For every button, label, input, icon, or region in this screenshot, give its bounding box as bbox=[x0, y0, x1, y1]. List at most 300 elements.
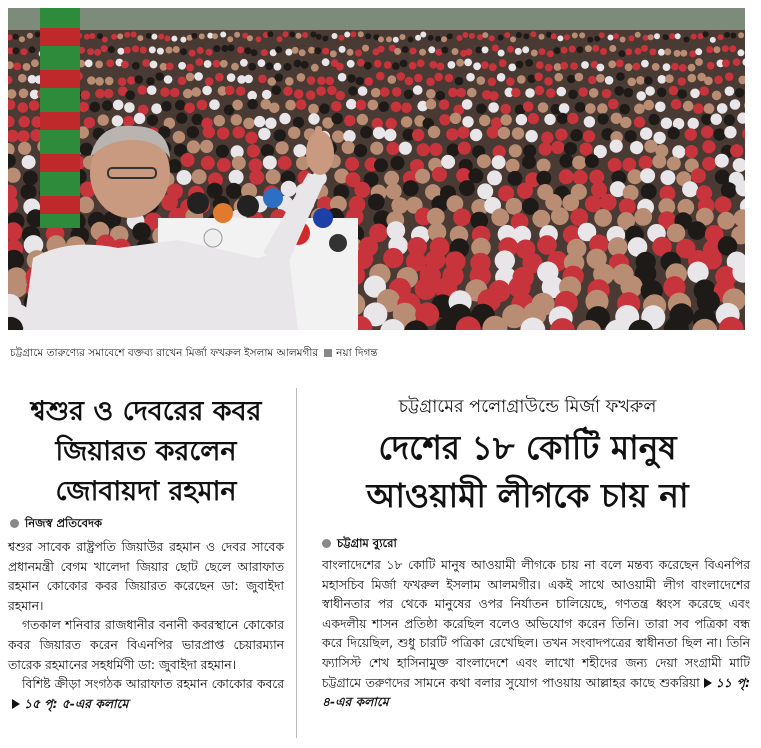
crowd-head bbox=[391, 102, 402, 113]
crowd-head bbox=[515, 48, 522, 55]
crowd-head bbox=[634, 116, 645, 127]
crowd-head bbox=[441, 155, 455, 169]
crowd-head bbox=[118, 77, 127, 86]
crowd-head bbox=[544, 114, 555, 125]
crowd-head bbox=[400, 34, 406, 40]
crowd-head bbox=[452, 48, 459, 55]
crowd-head bbox=[80, 143, 93, 156]
crowd-head bbox=[278, 156, 292, 170]
crowd-head bbox=[81, 90, 91, 100]
crowd-head bbox=[170, 88, 180, 98]
crowd-head bbox=[275, 46, 282, 53]
crowd-head bbox=[408, 37, 414, 43]
crowd-head bbox=[497, 73, 506, 82]
crowd-head bbox=[35, 32, 41, 38]
crowd-head bbox=[405, 77, 414, 86]
crowd-head bbox=[29, 100, 40, 111]
crowd-head bbox=[21, 184, 37, 200]
crowd-head bbox=[544, 77, 553, 86]
crowd-head bbox=[299, 49, 306, 56]
crowd-head bbox=[567, 113, 578, 124]
crowd-head bbox=[247, 144, 260, 157]
crowd-head bbox=[648, 114, 659, 125]
crowd-head bbox=[506, 77, 515, 86]
crowd-head bbox=[108, 46, 115, 53]
crowd-head bbox=[232, 100, 243, 111]
crowd-head bbox=[177, 170, 192, 185]
crowd-head bbox=[192, 114, 203, 125]
crowd-head bbox=[508, 64, 516, 72]
crowd-head bbox=[187, 140, 200, 153]
crowd-head bbox=[161, 101, 172, 112]
crowd-head bbox=[124, 47, 131, 54]
crowd-head bbox=[345, 157, 359, 171]
crowd-head bbox=[457, 126, 469, 138]
left-continuation-link[interactable]: ১৫ পৃ: ৫-এর কলামে bbox=[24, 696, 129, 711]
crowd-head bbox=[674, 50, 681, 57]
crowd-head bbox=[289, 31, 295, 37]
crowd-head bbox=[600, 48, 607, 55]
crowd-head bbox=[326, 77, 335, 86]
crowd-head bbox=[517, 75, 526, 84]
crowd-head bbox=[575, 102, 586, 113]
crowd-head bbox=[166, 47, 173, 54]
crowd-head bbox=[594, 209, 612, 227]
crowd-head bbox=[614, 86, 624, 96]
crowd-head bbox=[602, 89, 612, 99]
crowd-head bbox=[717, 103, 728, 114]
crowd-head bbox=[523, 33, 529, 39]
crowd-head bbox=[554, 63, 562, 71]
crowd-head bbox=[192, 169, 207, 184]
crowd-head bbox=[189, 50, 196, 57]
crowd-illustration bbox=[8, 8, 745, 330]
crowd-head bbox=[258, 75, 267, 84]
crowd-head bbox=[338, 35, 344, 41]
crowd-head bbox=[684, 37, 690, 43]
crowd-head bbox=[184, 103, 195, 114]
crowd-head bbox=[715, 170, 730, 185]
crowd-head bbox=[450, 113, 461, 124]
crowd-head bbox=[157, 48, 164, 55]
crowd-head bbox=[391, 156, 405, 170]
crowd-head bbox=[539, 143, 552, 156]
crowd-head bbox=[568, 90, 578, 100]
crowd-head bbox=[308, 104, 319, 115]
crowd-head bbox=[671, 63, 679, 71]
crowd-head bbox=[564, 34, 570, 40]
crowd-head bbox=[579, 32, 585, 38]
crowd-head bbox=[489, 63, 497, 71]
crowd-head bbox=[158, 34, 164, 40]
crowd-head bbox=[247, 99, 258, 110]
crowd-head bbox=[97, 33, 103, 39]
crowd-head bbox=[402, 46, 409, 53]
crowd-head bbox=[695, 58, 703, 66]
crowd-head bbox=[415, 35, 421, 41]
crowd-head bbox=[146, 33, 152, 39]
crowd-head bbox=[557, 113, 568, 124]
crowd-head bbox=[432, 167, 447, 182]
crowd-head bbox=[392, 87, 402, 97]
crowd-head bbox=[522, 155, 536, 169]
crowd-head bbox=[301, 61, 309, 69]
crowd-head bbox=[677, 89, 687, 99]
crowd-head bbox=[336, 63, 344, 71]
crowd-head bbox=[19, 89, 29, 99]
bullet-icon bbox=[322, 539, 331, 548]
crowd-head bbox=[384, 129, 396, 141]
crowd-head bbox=[488, 102, 499, 113]
crowd-head bbox=[636, 91, 646, 101]
crowd-head bbox=[465, 49, 472, 56]
crowd-head bbox=[685, 128, 697, 140]
crowd-head bbox=[374, 60, 382, 68]
crowd-head bbox=[703, 31, 709, 37]
flag-pole bbox=[40, 8, 80, 228]
crowd-head bbox=[624, 130, 636, 142]
crowd-head bbox=[124, 102, 135, 113]
crowd-head bbox=[551, 141, 564, 154]
crowd-head bbox=[225, 86, 235, 96]
crowd-head bbox=[605, 76, 614, 85]
crowd-head bbox=[132, 222, 151, 241]
crowd-head bbox=[581, 61, 589, 69]
paragraph: গতকাল শনিবার রাজধানীর বনানী কবরস্থানে কোকোর কবর জিয়ারত করেন বিএনপির ভারপ্রাপ্ত চেয়ারম্যান তারেক রহমানের সহধর্মিণী ডা: জুবাইদা রহমান। bbox=[8, 618, 284, 672]
crowd-head bbox=[576, 46, 583, 53]
crowd-head bbox=[173, 46, 180, 53]
crowd-head bbox=[285, 49, 292, 56]
crowd-head bbox=[384, 61, 392, 69]
crowd-head bbox=[677, 77, 686, 86]
crowd-head bbox=[263, 156, 277, 170]
crowd-head bbox=[669, 33, 675, 39]
crowd-head bbox=[121, 61, 129, 69]
crowd-head bbox=[511, 88, 521, 98]
crowd-head bbox=[683, 101, 694, 112]
crowd-head bbox=[258, 59, 266, 67]
crowd-head bbox=[94, 49, 101, 56]
crowd-head bbox=[649, 48, 656, 55]
crowd-head bbox=[453, 208, 471, 226]
crowd-head bbox=[262, 90, 272, 100]
crowd-head bbox=[589, 88, 599, 98]
crowd-head bbox=[243, 118, 254, 129]
crowd-head bbox=[370, 142, 383, 155]
crowd-head bbox=[330, 50, 337, 57]
crowd-head bbox=[560, 62, 568, 70]
crowd-head bbox=[297, 73, 306, 82]
crowd-head bbox=[725, 86, 735, 96]
crowd-head bbox=[645, 86, 655, 96]
crowd-head bbox=[713, 46, 720, 53]
crowd-head bbox=[95, 61, 103, 69]
paragraph bbox=[8, 675, 284, 714]
crowd-head bbox=[336, 91, 346, 101]
crowd-head bbox=[648, 34, 654, 40]
crowd-head bbox=[492, 45, 499, 52]
crowd-head bbox=[140, 47, 147, 54]
crowd-head bbox=[22, 155, 36, 169]
crowd-head bbox=[151, 34, 157, 40]
crowd-head bbox=[379, 101, 390, 112]
crowd-head bbox=[572, 32, 578, 38]
crowd-head bbox=[737, 49, 744, 56]
crowd-head bbox=[274, 63, 282, 71]
crowd-head bbox=[664, 48, 671, 55]
crowd-head bbox=[585, 45, 592, 52]
crowd-head bbox=[620, 37, 626, 43]
left-article-body bbox=[8, 538, 284, 714]
crowd-head bbox=[240, 59, 248, 67]
right-headline[interactable] bbox=[300, 424, 755, 520]
crowd-head bbox=[429, 143, 442, 156]
crowd-head bbox=[482, 46, 489, 53]
crowd-head bbox=[616, 72, 625, 81]
crowd-head bbox=[332, 33, 338, 39]
crowd-head bbox=[627, 169, 642, 184]
crowd-head bbox=[717, 212, 735, 230]
left-byline bbox=[10, 515, 102, 534]
crowd-head bbox=[266, 169, 281, 184]
crowd-head bbox=[202, 86, 212, 96]
crowd-head bbox=[715, 196, 732, 213]
crowd-head bbox=[380, 87, 390, 97]
crowd-head bbox=[730, 33, 736, 39]
crowd-head bbox=[373, 127, 385, 139]
crowd-head bbox=[276, 141, 289, 154]
crowd-head bbox=[500, 104, 511, 115]
crowd-head bbox=[180, 37, 186, 43]
crowd-head bbox=[180, 48, 187, 55]
crowd-head bbox=[360, 126, 372, 138]
crowd-head bbox=[657, 88, 667, 98]
crowd-head bbox=[220, 32, 226, 38]
crowd-head bbox=[551, 33, 557, 39]
crowd-head bbox=[229, 170, 244, 185]
crowd-head bbox=[445, 74, 454, 83]
crowd-head bbox=[597, 113, 608, 124]
crowd-head bbox=[738, 32, 744, 38]
crowd-head bbox=[356, 100, 367, 111]
crowd-head bbox=[217, 127, 229, 139]
crowd-head bbox=[347, 74, 356, 83]
crowd-head bbox=[439, 99, 450, 110]
crowd-head bbox=[236, 86, 246, 96]
crowd-head bbox=[688, 118, 699, 129]
crowd-head bbox=[633, 63, 641, 71]
right-byline bbox=[322, 535, 397, 554]
crowd-head bbox=[322, 36, 328, 42]
crowd-head bbox=[279, 113, 290, 124]
crowd-head bbox=[688, 221, 707, 240]
crowd-head bbox=[134, 113, 145, 124]
crowd-head bbox=[87, 76, 96, 85]
crowd-head bbox=[665, 74, 674, 83]
right-headline-line: দেশের ১৮ কোটি মানুষ bbox=[378, 428, 677, 467]
crowd-head bbox=[364, 62, 372, 70]
crowd-head bbox=[233, 126, 245, 138]
right-article-body bbox=[322, 556, 750, 713]
crowd-head bbox=[98, 114, 109, 125]
crowd-head bbox=[220, 60, 228, 68]
crowd-head bbox=[84, 117, 95, 128]
continue-arrow-icon bbox=[12, 699, 20, 709]
crowd-head bbox=[640, 127, 652, 139]
left-byline-text: নিজস্ব প্রতিবেদক bbox=[25, 516, 103, 530]
crowd-head bbox=[164, 36, 170, 42]
crowd-head bbox=[244, 47, 251, 54]
square-bullet-icon bbox=[324, 349, 332, 357]
crowd-head bbox=[660, 170, 675, 185]
crowd-head bbox=[376, 72, 385, 81]
crowd-head bbox=[652, 63, 660, 71]
crowd-head bbox=[217, 158, 231, 172]
crowd-head bbox=[147, 85, 157, 95]
crowd-head bbox=[414, 74, 423, 83]
crowd-head bbox=[417, 143, 430, 156]
crowd-head bbox=[658, 75, 667, 84]
crowd-head bbox=[435, 36, 441, 42]
crowd-head bbox=[178, 77, 187, 86]
left-headline-line: জোবায়দা রহমান bbox=[55, 476, 237, 507]
crowd-head bbox=[31, 59, 39, 67]
crowd-head bbox=[213, 45, 220, 52]
crowd-head bbox=[570, 129, 582, 141]
crowd-head bbox=[644, 76, 653, 85]
crowd-head bbox=[146, 77, 155, 86]
crowd-head bbox=[29, 46, 36, 53]
crowd-head bbox=[525, 59, 533, 67]
crowd-head bbox=[311, 32, 317, 38]
crowd-head bbox=[569, 46, 576, 53]
crowd-head bbox=[293, 144, 306, 157]
crowd-head bbox=[302, 32, 308, 38]
crowd-head bbox=[281, 181, 297, 197]
crowd-head bbox=[112, 115, 123, 126]
crowd-head bbox=[627, 78, 636, 87]
crowd-head bbox=[506, 198, 523, 215]
crowd-head bbox=[248, 63, 256, 71]
crowd-head bbox=[294, 60, 302, 68]
crowd-head bbox=[358, 86, 368, 96]
crowd-head bbox=[630, 141, 643, 154]
crowd-head bbox=[661, 118, 672, 129]
crowd-head bbox=[311, 64, 319, 72]
crowd-head bbox=[711, 114, 722, 125]
right-byline-text: চট্টগ্রাম ব্যুরো bbox=[337, 536, 397, 550]
crowd-head bbox=[227, 73, 236, 82]
crowd-head bbox=[570, 62, 578, 70]
crowd-head bbox=[413, 85, 423, 95]
crowd-head bbox=[261, 49, 268, 56]
crowd-head bbox=[194, 72, 203, 81]
crowd-head bbox=[106, 59, 114, 67]
crowd-head bbox=[608, 60, 616, 68]
paragraph: শ্বশুর সাবেক রাষ্ট্রপতি জিয়াউর রহমান ও দেবর সাবেক প্রধানমন্ত্রী বেগম খালেদা জিয়ার ছোট ছেলে আরাফাত রহমান কোকোর কবর জিয়ারত করেছেন ডা: জুবাইদা রহমান। bbox=[8, 540, 284, 613]
crowd-head bbox=[205, 77, 214, 86]
crowd-head bbox=[393, 37, 399, 43]
crowd-head bbox=[283, 86, 293, 96]
left-headline-line: জিয়ারত করলেন bbox=[55, 436, 237, 467]
crowd-head bbox=[386, 183, 402, 199]
crowd-head bbox=[19, 116, 30, 127]
crowd-head bbox=[227, 36, 233, 42]
crowd-head bbox=[123, 116, 134, 127]
crowd-head bbox=[704, 77, 713, 86]
crowd-head bbox=[365, 77, 374, 86]
crowd-head bbox=[20, 48, 27, 55]
crowd-head bbox=[710, 37, 716, 43]
crowd-head bbox=[348, 86, 358, 96]
crowd-head bbox=[378, 46, 385, 53]
crowd-head bbox=[477, 76, 486, 85]
crowd-head bbox=[469, 33, 475, 39]
crowd-head bbox=[532, 210, 550, 228]
right-continuation-link[interactable]: ১১ পৃ: ৪-এর কলামে bbox=[322, 675, 750, 710]
crowd-head bbox=[477, 154, 491, 168]
crowd-head bbox=[541, 132, 553, 144]
crowd-head bbox=[327, 86, 337, 96]
crowd-head bbox=[625, 63, 633, 71]
crowd-head bbox=[386, 36, 392, 42]
crowd-head bbox=[510, 36, 516, 42]
crowd-head bbox=[718, 34, 724, 40]
crowd-head bbox=[691, 168, 706, 183]
crowd-head bbox=[712, 91, 722, 101]
crowd-head bbox=[292, 47, 299, 54]
crowd-head bbox=[516, 114, 527, 125]
crowd-head bbox=[392, 62, 400, 70]
crowd-head bbox=[420, 32, 426, 38]
crowd-head bbox=[498, 35, 504, 41]
crowd-head bbox=[702, 140, 715, 153]
crowd-head bbox=[516, 32, 522, 38]
crowd-head bbox=[456, 59, 464, 67]
crowd-head bbox=[462, 116, 473, 127]
crowd-head bbox=[561, 47, 568, 54]
crowd-head bbox=[599, 32, 605, 38]
crowd-head bbox=[690, 89, 700, 99]
crowd-head bbox=[476, 104, 487, 115]
crowd-head bbox=[362, 45, 369, 52]
crowd-head bbox=[554, 73, 563, 82]
crowd-head bbox=[701, 126, 713, 138]
crowd-head bbox=[261, 144, 274, 157]
crowd-head bbox=[113, 100, 124, 111]
crowd-head bbox=[567, 75, 576, 84]
crowd-head bbox=[713, 128, 725, 140]
crowd-head bbox=[216, 145, 229, 158]
crowd-head bbox=[725, 72, 734, 81]
crowd-head bbox=[378, 36, 384, 42]
crowd-head bbox=[244, 75, 253, 84]
crowd-head bbox=[339, 46, 346, 53]
crowd-head bbox=[499, 59, 507, 67]
continue-arrow-icon bbox=[704, 678, 712, 688]
crowd-head bbox=[234, 32, 240, 38]
crowd-head bbox=[671, 99, 682, 110]
crowd-head bbox=[13, 63, 21, 71]
crowd-head bbox=[564, 142, 577, 155]
left-headline[interactable] bbox=[8, 392, 284, 512]
crowd-head bbox=[314, 47, 321, 54]
crowd-head bbox=[530, 31, 536, 37]
crowd-head bbox=[492, 155, 506, 169]
crowd-head bbox=[525, 88, 535, 98]
crowd-head bbox=[628, 35, 634, 41]
crowd-head bbox=[557, 87, 567, 97]
